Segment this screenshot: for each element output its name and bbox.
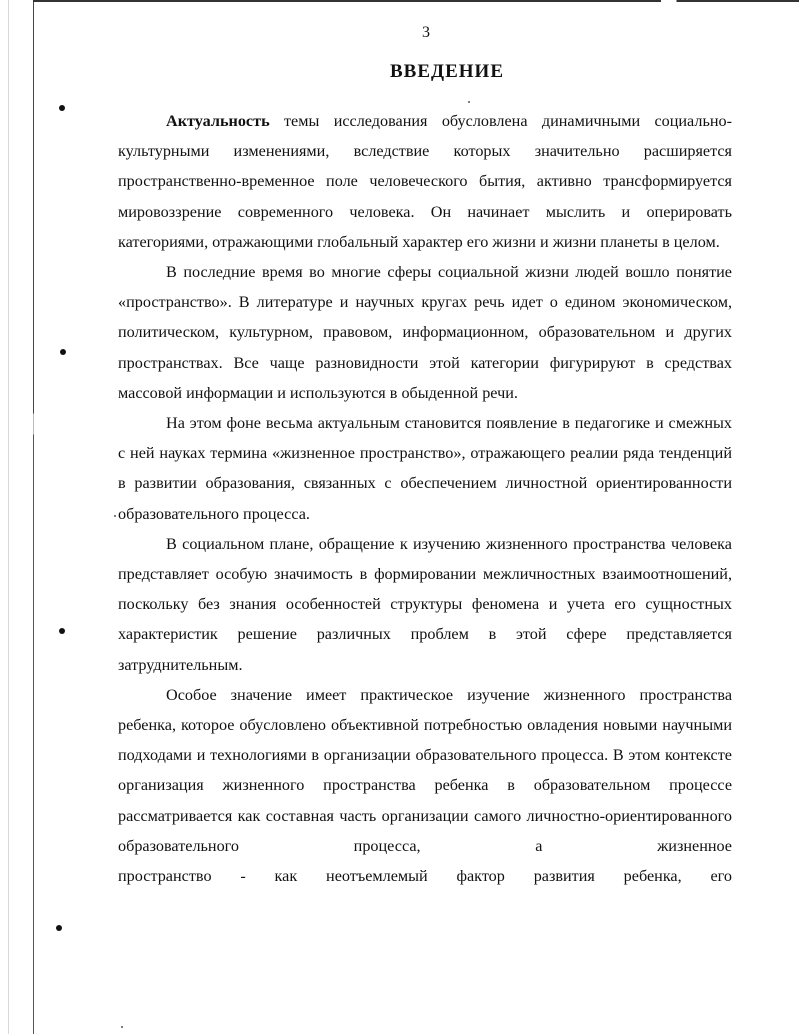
relevance-lead-word: Актуальность xyxy=(166,112,270,130)
paragraph-relevance xyxy=(118,106,732,257)
scan-speck xyxy=(121,1026,123,1028)
paragraph-child-space: Особое значение имеет практическое изучение жизненного пространства ребенка, которое обусловлено объективной потребностью овладения новыми научными подходами и технологиями в организации образовательного процесса. В этом контексте организация жизненного пространства ребенка в образовательном процессе рассматривается как составная часть организации самого личностно-ориентированного образовательного процесса, а жизненное xyxy=(118,685,732,855)
paragraph-space-concept: В последние время во многие сферы социальной жизни людей вошло понятие «пространство». В литературе и научных кругах речь идет о едином экономическом, политическом, культурном, правовом, информационном, образовательном и других пространствах. Все чаще разновидности этой категории фигурируют в средствах массовой информации и используются в обыденной речи. xyxy=(118,263,732,402)
scan-speck xyxy=(114,515,116,517)
body-text xyxy=(118,106,732,891)
scan-edge-line xyxy=(8,0,9,1034)
punch-hole-mark xyxy=(60,349,66,355)
page-number: 3 xyxy=(422,24,430,41)
relevance-text: темы исследования обусловлена динамичными социально-культурными изменениями, вследствие которых значительно расширяется пространственно-временное поле человеческого бытия, активно трансформируется мировоззрение современного человека. Он начинает мыслить и оперировать категориями, отражающими глобальный характер его жизни и жизни планеты в целом. xyxy=(118,112,732,251)
punch-hole-mark xyxy=(59,628,65,634)
page-left-border xyxy=(33,0,34,1034)
page-top-border xyxy=(33,0,799,2)
paragraph-pedagogy: На этом фоне весьма актуальным становится появление в педагогике и смежных с ней науках термина «жизненное пространство», отражающего реалии ряда тенденций в развитии образования, связанных с обеспечением личностной ориентированности образовательного процесса. xyxy=(118,414,732,523)
punch-hole-mark xyxy=(56,925,62,931)
section-title: ВВЕДЕНИЕ xyxy=(390,61,504,82)
paragraph-continuation: пространство - как неотъемлемый фактор развития ребенка, его xyxy=(118,867,732,886)
paragraph-social: В социальном плане, обращение к изучению жизненного пространства человека представляет особую значимость в формировании межличностных взаимоотношений, поскольку без знания особенностей структуры феномена и учета его сущностных характеристик решение различных проблем в этой сфере представляется затруднительным. xyxy=(118,534,732,674)
scan-speck xyxy=(468,101,470,103)
punch-hole-mark xyxy=(59,105,65,111)
